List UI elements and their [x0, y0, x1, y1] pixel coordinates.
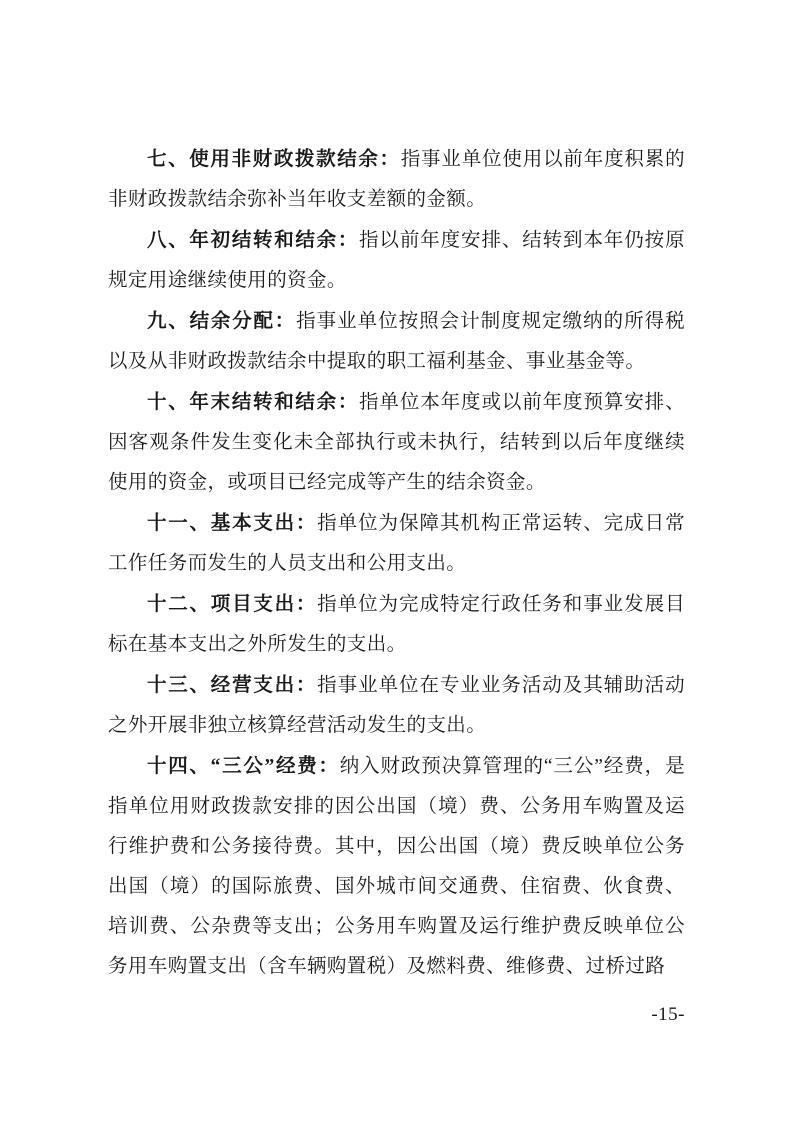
- term-label: 十、年末结转和结余：: [147, 392, 360, 413]
- term-definition: 指单位为完成特定行政任务和事业发展目标在基本支出之外所发生的支出。: [108, 594, 685, 655]
- paragraph-7: [108, 140, 685, 220]
- document-body: [108, 140, 685, 987]
- paragraph-9: [108, 302, 685, 382]
- term-definition: 指以前年度安排、结转到本年仍按原规定用途继续使用的资金。: [108, 230, 685, 291]
- term-label: 七、使用非财政拨款结余：: [147, 149, 401, 170]
- term-definition: 纳入财政预决算管理的“三公”经费，是指单位用财政拨款安排的因公出国（境）费、公务用车购置及运行维护费和公务接待费。其中，因公出国（境）费反映单位公务出国（境）的国际旅费、国外城市间交通费、住宿费、伙食费、培训费、公杂费等支出；公务用车购置及运行维护费反映单位公务用车购置支出（含车辆购置税）及燃料费、维修费、过桥过路: [108, 756, 685, 977]
- paragraph-8: [108, 221, 685, 301]
- paragraph-12: [108, 585, 685, 665]
- term-label: 十二、项目支出：: [147, 594, 318, 615]
- paragraph-13: [108, 666, 685, 746]
- term-label: 十一、基本支出：: [147, 513, 318, 534]
- paragraph-14: [108, 747, 685, 987]
- term-label: 八、年初结转和结余：: [147, 230, 360, 251]
- term-label: 十三、经营支出：: [147, 675, 318, 696]
- term-definition: 指事业单位在专业业务活动及其辅助活动之外开展非独立核算经营活动发生的支出。: [108, 675, 685, 736]
- term-definition: 指单位本年度或以前年度预算安排、因客观条件发生变化未全部执行或未执行，结转到以后年度继续使用的资金，或项目已经完成等产生的结余资金。: [108, 392, 685, 493]
- term-definition: 指事业单位使用以前年度积累的非财政拨款结余弥补当年收支差额的金额。: [108, 149, 685, 210]
- term-label: 十四、“三公”经费：: [147, 756, 340, 777]
- term-label: 九、结余分配：: [147, 311, 297, 332]
- term-definition: 指事业单位按照会计制度规定缴纳的所得税以及从非财政拨款结余中提取的职工福利基金、事业基金等。: [108, 311, 685, 372]
- page-number: -15-: [651, 1004, 685, 1025]
- paragraph-11: [108, 504, 685, 584]
- paragraph-10: [108, 383, 685, 503]
- term-definition: 指单位为保障其机构正常运转、完成日常工作任务而发生的人员支出和公用支出。: [108, 513, 685, 574]
